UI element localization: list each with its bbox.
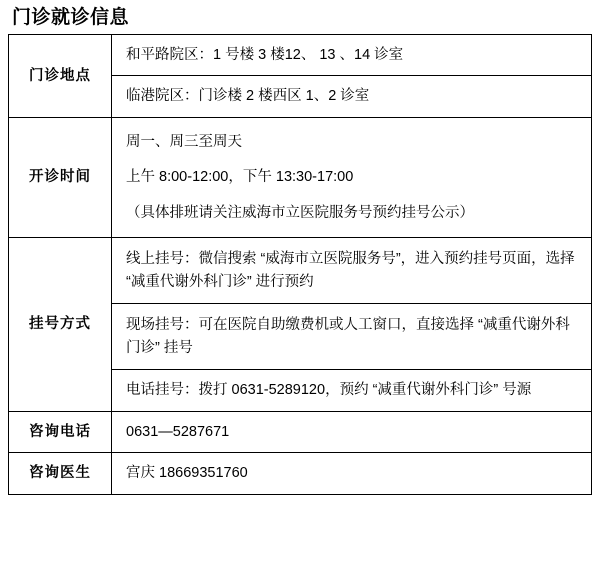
row-label-hotline: 咨询电话 bbox=[9, 411, 112, 452]
doctor-value: 宫庆 18669351760 bbox=[112, 453, 592, 494]
row-label-doctor: 咨询医生 bbox=[9, 453, 112, 494]
row-label-location: 门诊地点 bbox=[9, 35, 112, 118]
row-label-hours: 开诊时间 bbox=[9, 117, 112, 237]
table-row bbox=[9, 35, 592, 76]
row-label-registration: 挂号方式 bbox=[9, 238, 112, 411]
location-value-lingang: 临港院区：门诊楼 2 楼西区 1、2 诊室 bbox=[112, 76, 592, 117]
hours-line-times: 上午 8:00-12:00，下午 13:30-17:00 bbox=[126, 169, 354, 186]
hours-line-note: （具体排班请关注威海市立医院服务号预约挂号公示） bbox=[126, 204, 474, 221]
location-value-heping: 和平路院区：1 号楼 3 楼12、 13 、14 诊室 bbox=[112, 35, 592, 76]
hotline-value: 0631—5287671 bbox=[112, 411, 592, 452]
table-row bbox=[9, 238, 592, 304]
outpatient-info-table bbox=[8, 34, 592, 495]
registration-online: 线上挂号：微信搜索 “威海市立医院服务号”，进入预约挂号页面，选择 “减重代谢外科门诊” 进行预约 bbox=[112, 238, 592, 304]
table-row bbox=[9, 453, 592, 494]
hours-line-days: 周一、周三至周天 bbox=[126, 133, 242, 150]
registration-phone: 电话挂号：拨打 0631-5289120，预约 “减重代谢外科门诊” 号源 bbox=[112, 370, 592, 411]
page-title: 门诊就诊信息 bbox=[12, 7, 130, 28]
table-row bbox=[9, 117, 592, 237]
registration-onsite: 现场挂号：可在医院自助缴费机或人工窗口，直接选择 “减重代谢外科门诊” 挂号 bbox=[112, 304, 592, 370]
table-row bbox=[9, 411, 592, 452]
hours-value bbox=[112, 117, 592, 237]
